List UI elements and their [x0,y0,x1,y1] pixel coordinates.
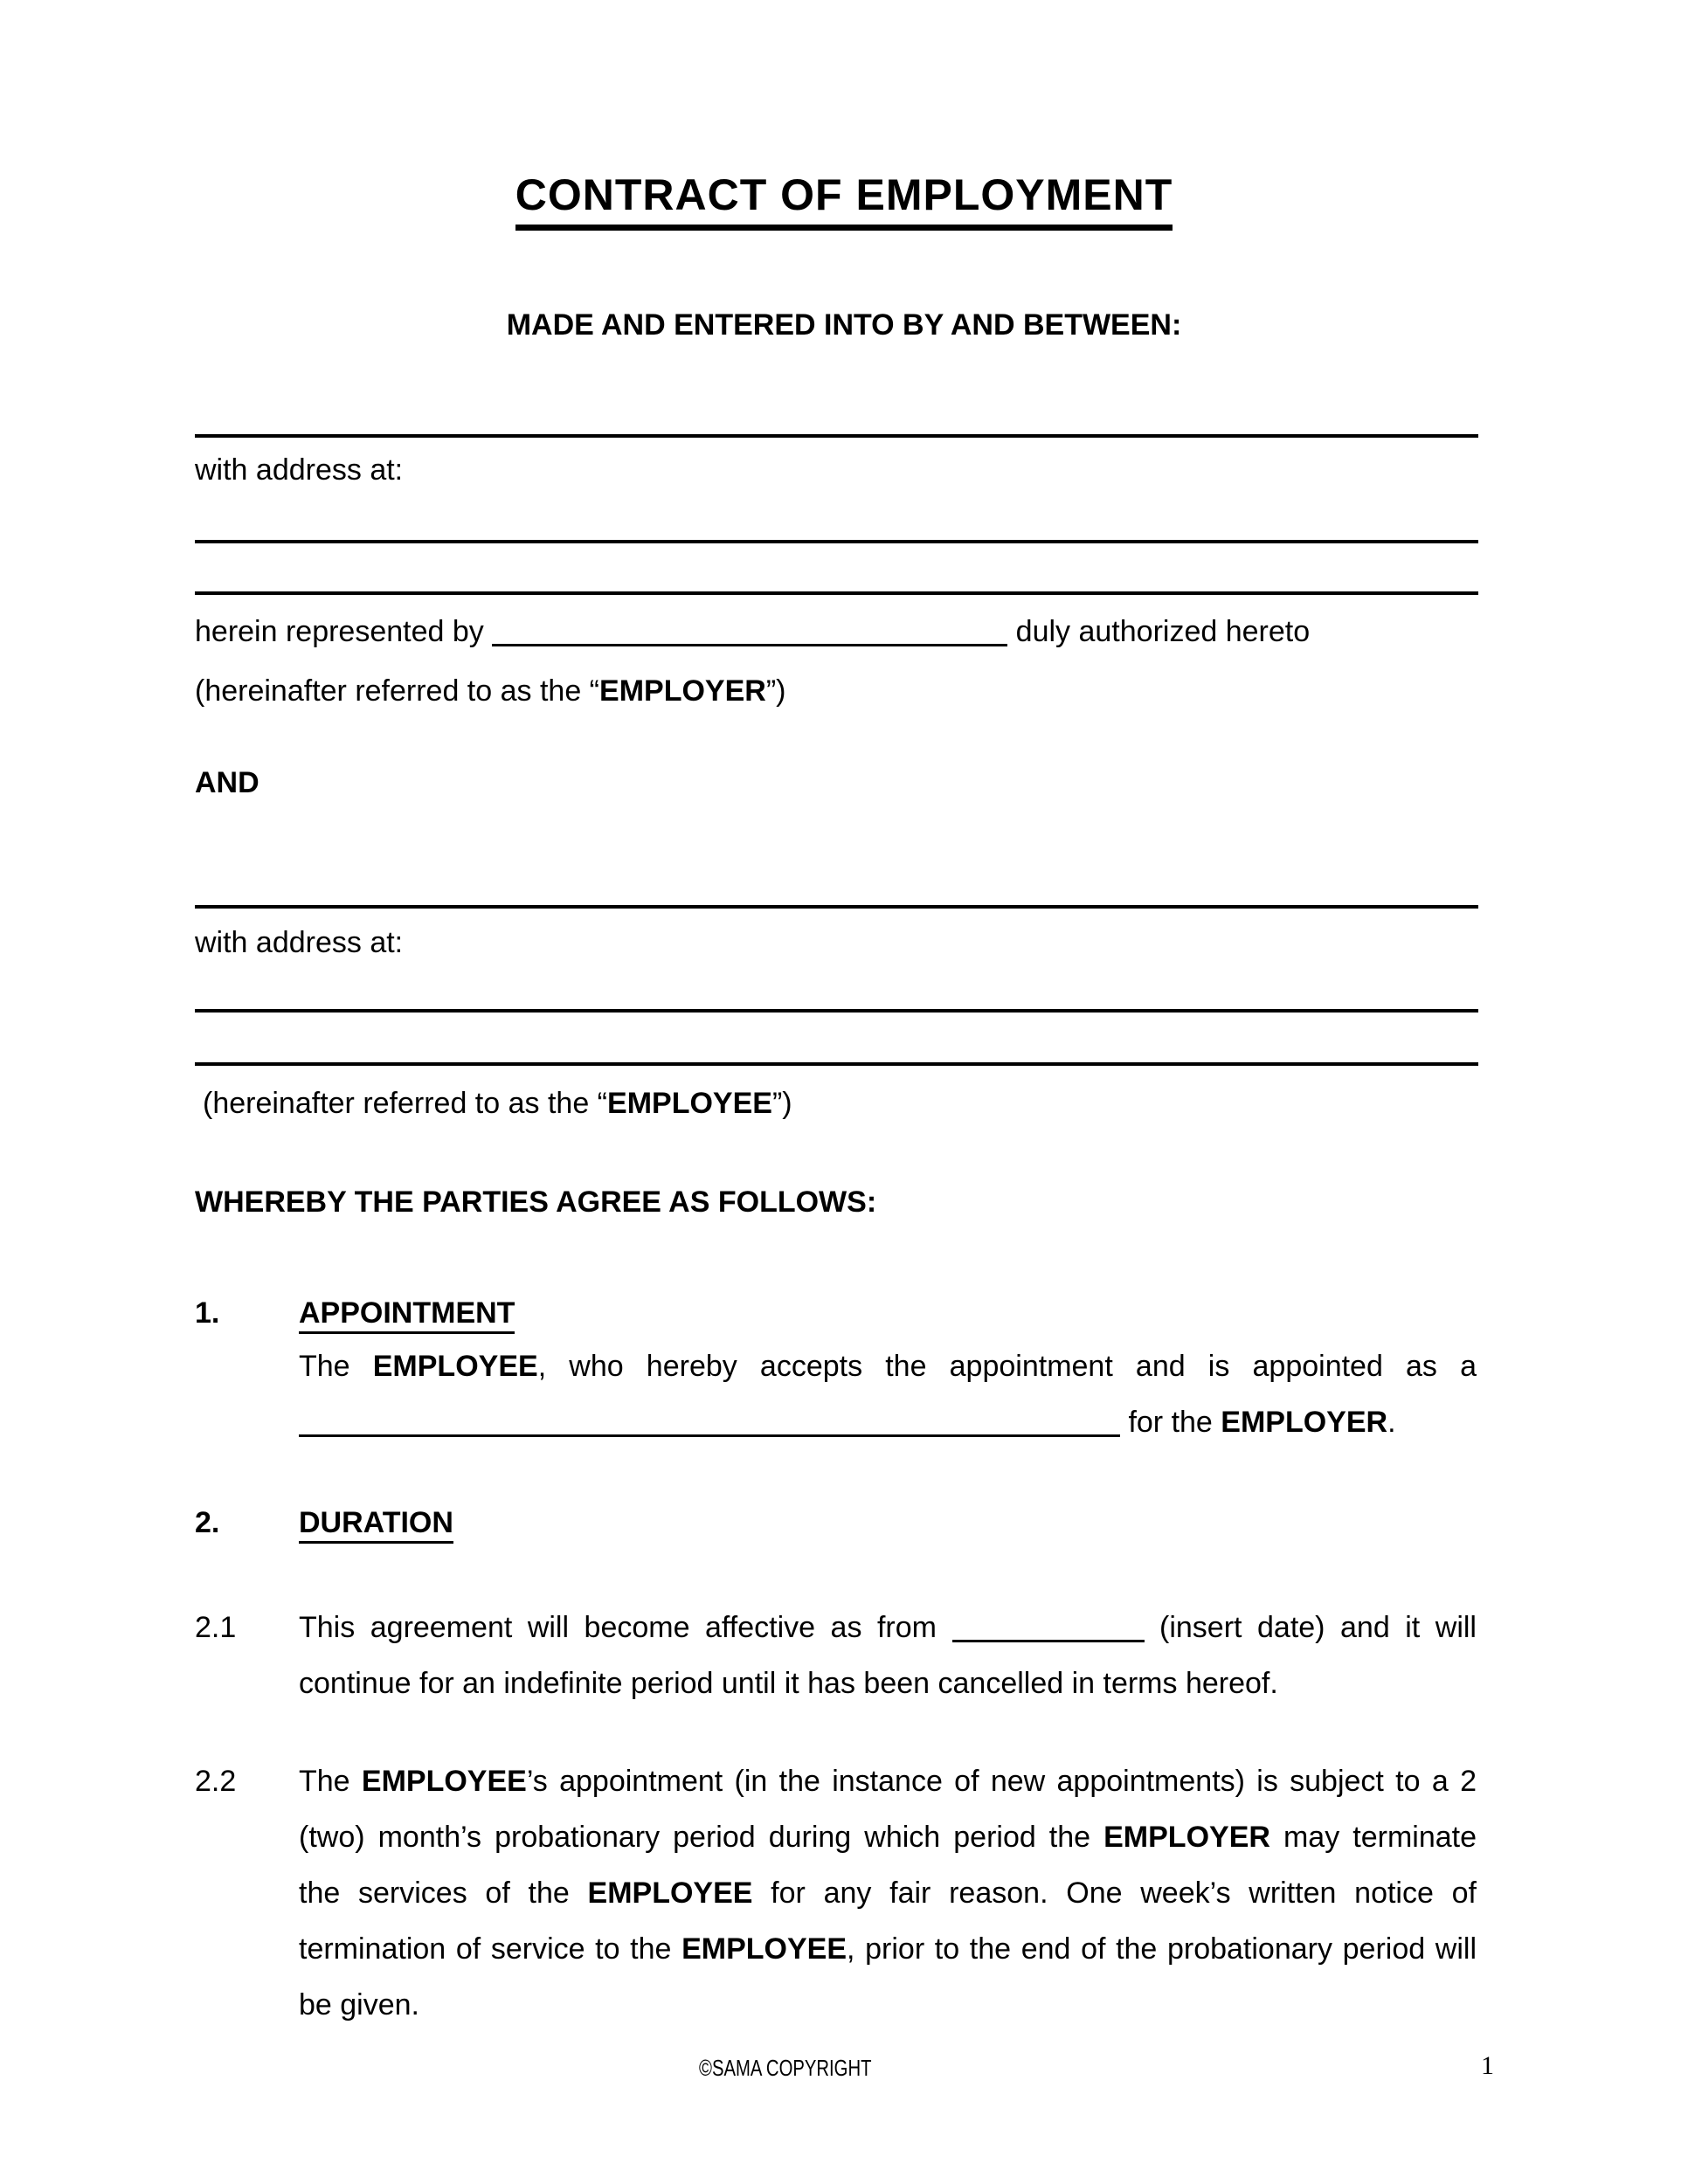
title-row [0,170,1688,231]
appointment-text-run: , who hereby accepts the appointment and is appointed as a [537,1350,1477,1383]
employer-referred-post-text: ”) [765,674,786,708]
clause-2-2 [195,1753,1477,2033]
employer-name-blank-line [195,434,1478,438]
footer-page-number: 1 [1481,2051,1494,2080]
appointment-text-run: . [1387,1406,1396,1439]
section-2-heading: DURATION [299,1506,453,1544]
employee-term: EMPLOYEE [681,1932,847,1966]
represented-prefix-text: herein represented by [195,615,493,648]
employer-represented-line [195,604,1477,660]
clause-2-2-number: 2.2 [195,1765,237,1798]
clause-text-run: for any fair reason. One week’s written notice of [752,1876,1477,1910]
section-2-number: 2. [195,1506,220,1539]
employer-referred-pre-text: (hereinafter referred to as the “ [195,674,600,708]
employer-term: EMPLOYER [1103,1821,1270,1854]
employer-term: EMPLOYER [599,674,766,708]
appointment-paragraph-body [299,1338,1477,1450]
and-label: AND [195,766,259,799]
clause-2-2-line-2 [299,1809,1477,1865]
employee-term: EMPLOYEE [361,1765,527,1798]
employee-address-label: with address at: [195,926,404,959]
employee-referred-pre-text: (hereinafter referred to as the “ [203,1087,608,1120]
clause-2-1-body [299,1600,1477,1711]
clause-2-2-line-5: be given. [299,1988,419,2022]
employer-address-blank-line-1 [195,540,1478,543]
clause-2-1-number: 2.1 [195,1611,237,1644]
employee-term: EMPLOYEE [372,1350,538,1383]
employee-referred-post-text: ”) [771,1087,792,1120]
employee-address-blank-line-1 [195,1009,1478,1013]
section-1-heading-cell [299,1285,1477,1341]
section-2-heading-row [195,1495,1477,1551]
section-1-heading-row [195,1285,1477,1341]
subtitle-row [0,297,1688,353]
representative-name-blank [492,644,1007,646]
footer-copyright: ©SAMA COPYRIGHT [699,2055,872,2081]
clause-text-run: termination of service to the [299,1932,682,1966]
appointment-paragraph [195,1338,1477,1450]
clause-2-2-body [299,1753,1477,2033]
appointment-text-run: for the [1120,1406,1221,1439]
employee-address-blank-line-2 [195,1062,1478,1066]
clause-text-run: This agreement will become affective as from [299,1611,952,1644]
clause-2-1-line-2: continue for an indefinite period until it has been cancelled in terms hereof. [299,1667,1278,1700]
clause-2-2-line-1 [299,1753,1477,1809]
represented-suffix-text: duly authorized hereto [1007,615,1311,648]
clause-text-run: (insert date) and it will [1144,1611,1477,1644]
appointment-line-1 [299,1338,1477,1394]
employee-name-blank-line [195,905,1478,909]
clause-text-run: The [299,1765,362,1798]
effective-date-blank [952,1640,1145,1642]
position-title-blank [299,1434,1120,1437]
employer-term: EMPLOYER [1221,1406,1388,1439]
clause-2-1 [195,1600,1477,1711]
clause-text-run: , prior to the end of the probationary period will [847,1932,1477,1966]
employee-term: EMPLOYEE [607,1087,772,1120]
section-2-heading-cell [299,1495,1477,1551]
clause-2-2-line-3 [299,1865,1477,1921]
section-1-number: 1. [195,1296,220,1330]
employer-address-blank-line-2 [195,591,1478,595]
clause-text-run: the services of the [299,1876,588,1910]
appointment-text-run: The [299,1350,373,1383]
employer-address-label: with address at: [195,453,404,487]
document-title: CONTRACT OF EMPLOYMENT [515,170,1173,231]
section-1-heading: APPOINTMENT [299,1296,515,1334]
employee-referred-line [195,1075,1484,1131]
clause-text-run: (two) month’s probationary period during which period the [299,1821,1104,1854]
clause-text-run: ’s appointment (in the instance of new appointments) is subject to a 2 [526,1765,1477,1798]
document-subtitle: MADE AND ENTERED INTO BY AND BETWEEN: [506,308,1182,342]
clause-2-1-line-1 [299,1600,1477,1655]
employer-referred-line [195,663,1477,719]
employee-term: EMPLOYEE [587,1876,753,1910]
whereby-heading: WHEREBY THE PARTIES AGREE AS FOLLOWS: [195,1185,877,1219]
clause-text-run: may terminate [1269,1821,1477,1854]
appointment-line-2 [299,1394,1477,1450]
clause-2-2-line-4 [299,1921,1477,1977]
